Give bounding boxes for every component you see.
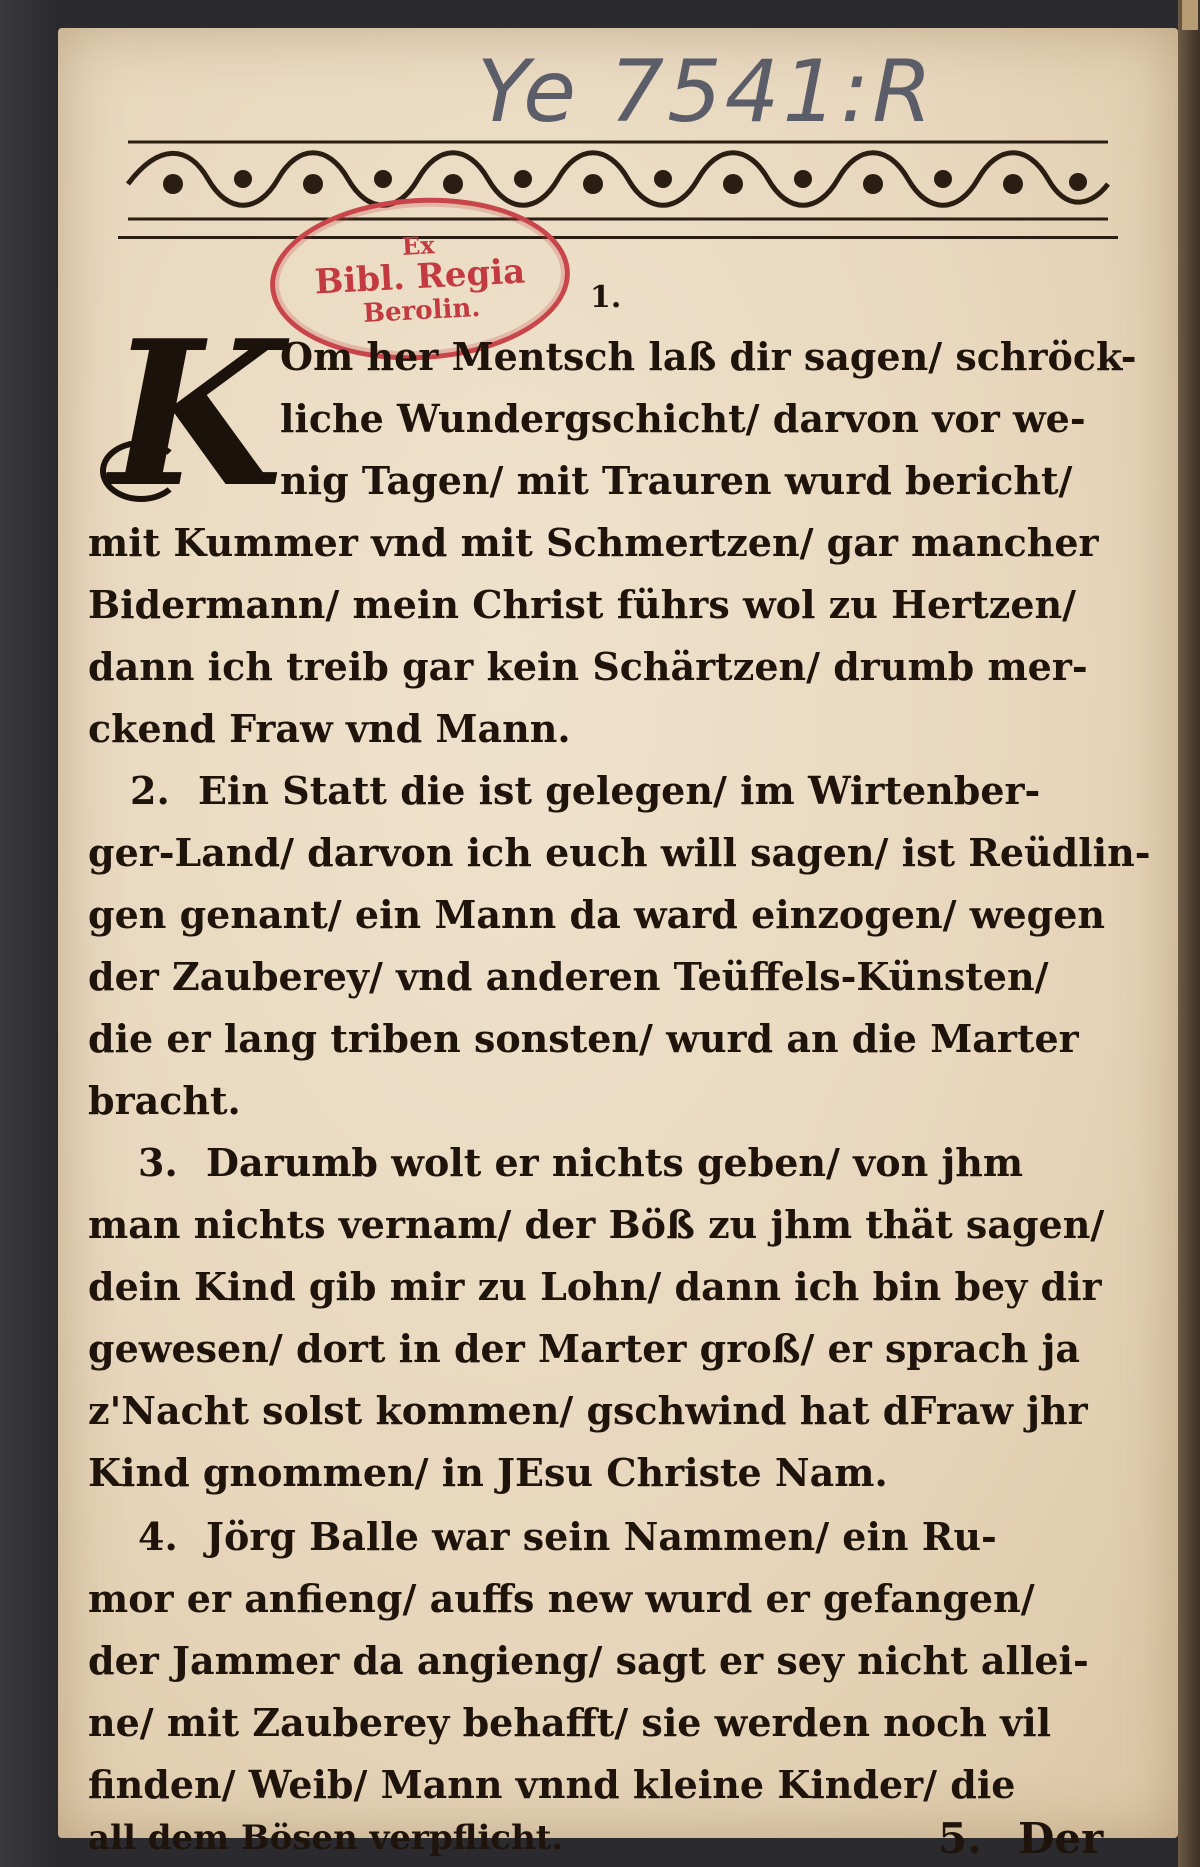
stamp-line-1: Ex (401, 230, 436, 261)
text-line: dann ich treib gar kein Schärtzen/ drumb mer- (88, 644, 1088, 689)
text-line: bracht. (88, 1078, 241, 1123)
book-edge-tab (1182, 0, 1198, 30)
text-line: liche Wundergschicht/ darvon vor we- (280, 396, 1086, 441)
text-line: Darumb wolt er nichts geben/ von jhm (206, 1140, 1024, 1185)
text-line: man nichts vernam/ der Böß zu jhm thät sagen/ (88, 1202, 1105, 1247)
book-edge (1178, 0, 1200, 1867)
shelfmark: Ye 7541:R (477, 42, 935, 142)
text-line: finden/ Weib/ Mann vnnd kleine Kinder/ die (88, 1762, 1016, 1807)
text-line: nig Tagen/ mit Trauren wurd bericht/ (280, 458, 1073, 503)
ornament-rule (118, 236, 1118, 239)
verse-number-2: 2. (130, 768, 170, 813)
text-line: z'Nacht solst kommen/ gschwind hat dFraw jhr (88, 1388, 1088, 1433)
text-line: gewesen/ dort in der Marter groß/ er sprach ja (88, 1326, 1080, 1371)
text-line: all dem Bösen verpflicht. (88, 1818, 564, 1858)
catchword: Der (1018, 1814, 1104, 1863)
text-line: ger-Land/ darvon ich euch will sagen/ ist Reüdlin- (88, 830, 1151, 875)
drop-cap-flourish (100, 440, 182, 502)
text-line: Ein Statt die ist gelegen/ im Wirtenber- (198, 768, 1041, 813)
drop-cap (96, 297, 296, 532)
text-line: Kind gnommen/ in JEsu Christe Nam. (88, 1450, 888, 1495)
text-line: dein Kind gib mir zu Lohn/ dann ich bin bey dir (88, 1264, 1102, 1309)
text-line: die er lang triben sonsten/ wurd an die Marter (88, 1016, 1079, 1061)
verse-number-5: 5. (938, 1814, 982, 1863)
scanner-background (0, 0, 58, 1867)
verse-number-1: 1. (590, 280, 622, 315)
drop-cap-letter: K (109, 297, 283, 532)
text-line: Jörg Balle war sein Nammen/ ein Ru- (206, 1514, 997, 1559)
document-page (58, 28, 1178, 1863)
text-line: mit Kummer vnd mit Schmertzen/ gar mancher (88, 520, 1099, 565)
text-line: Om her Mentsch laß dir sagen/ schröck- (280, 334, 1137, 379)
text-line: Bidermann/ mein Christ führs wol zu Hertzen/ (88, 582, 1077, 627)
text-line: der Zauberey/ vnd anderen Teüffels-Künsten/ (88, 954, 1049, 999)
text-line: gen genant/ ein Mann da ward einzogen/ wegen (88, 892, 1106, 937)
stamp-line-2: Bibl. Regia (313, 251, 527, 303)
verse-number-4: 4. (138, 1514, 178, 1559)
ornament-band (118, 124, 1118, 234)
text-line: mor er anfieng/ auffs new wurd er gefangen/ (88, 1576, 1035, 1621)
text-line: ckend Fraw vnd Mann. (88, 706, 571, 751)
text-line: ne/ mit Zauberey behafft/ sie werden noch vil (88, 1700, 1052, 1745)
stamp-line-3: Berolin. (362, 292, 481, 329)
verse-number-3: 3. (138, 1140, 178, 1185)
text-line: der Jammer da angieng/ sagt er sey nicht allei- (88, 1638, 1089, 1683)
